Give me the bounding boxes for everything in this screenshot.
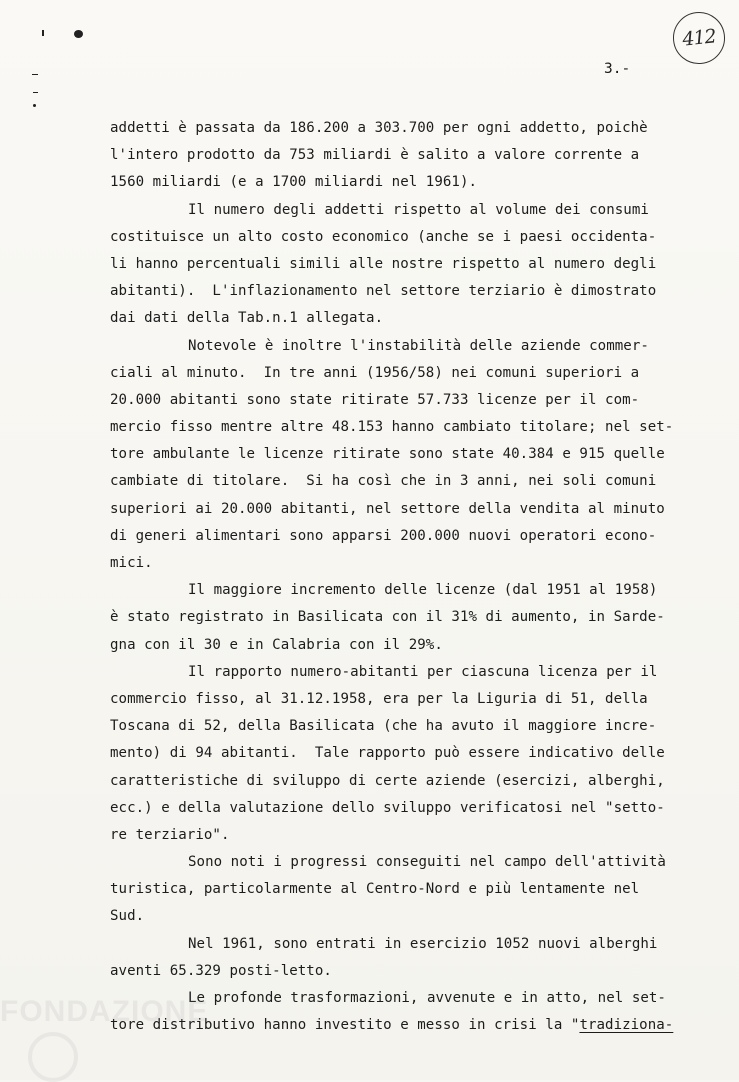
paragraph xyxy=(110,333,710,578)
text-line: di generi alimentari sono apparsi 200.000 nuovi operatori econo- xyxy=(110,527,657,544)
text-line: mici. xyxy=(110,555,153,571)
text-line: caratteristiche di sviluppo di certe aziende (esercizi, alberghi, xyxy=(110,772,665,789)
paragraph xyxy=(110,659,710,849)
paragraph xyxy=(110,577,710,659)
text-line: Notevole è inoltre l'instabilità delle aziende commer- xyxy=(188,337,649,354)
text-line: Il rapporto numero-abitanti per ciascuna licenza per il xyxy=(188,663,658,680)
text-line: Sono noti i progressi conseguiti nel campo dell'attività xyxy=(188,854,666,871)
text-line: turistica, particolarmente al Centro-Nord e più lentamente nel xyxy=(110,881,640,898)
punch-mark xyxy=(33,92,38,93)
text-line: 1560 miliardi (e a 1700 miliardi nel 1961). xyxy=(110,174,478,191)
text-line: Toscana di 52, della Basilicata (che ha avuto il maggiore incre- xyxy=(110,718,657,735)
text-line: Sud. xyxy=(110,908,145,925)
text-line: ecc.) e della valutazione dello sviluppo verificatosi nel "setto- xyxy=(110,799,665,816)
text-line: gna con il 30 e in Calabria con il 29%. xyxy=(110,636,443,653)
paragraph xyxy=(110,115,710,197)
text-line: aventi 65.329 posti-letto. xyxy=(110,962,332,979)
watermark-logo xyxy=(28,1032,78,1082)
text-line-start: tore distributivo hanno investito e messo in crisi la " xyxy=(110,1017,580,1034)
punch-mark xyxy=(42,30,44,36)
text-line: abitanti). L'inflazionamento nel settore terziario è dimostrato xyxy=(110,283,657,300)
handwritten-archive-number: 412 xyxy=(670,9,727,66)
text-line: Il numero degli addetti rispetto al volume dei consumi xyxy=(188,201,649,218)
text-line: Nel 1961, sono entrati in esercizio 1052 nuovi alberghi xyxy=(188,935,658,952)
text-line: Il maggiore incremento delle licenze (dal 1951 al 1958) xyxy=(188,582,658,599)
text-line: superiori ai 20.000 abitanti, nel settore della vendita al minuto xyxy=(110,500,665,517)
paragraph xyxy=(110,197,710,333)
underlined-word: tradiziona- xyxy=(579,1017,674,1034)
body-text xyxy=(110,115,710,1039)
paragraph xyxy=(110,849,710,931)
text-line: costituisce un alto costo economico (anche se i paesi occidenta- xyxy=(110,228,657,245)
text-line: l'intero prodotto da 753 miliardi è salito a valore corrente a xyxy=(110,147,640,164)
text-line: addetti è passata da 186.200 a 303.700 per ogni addetto, poichè xyxy=(110,120,648,136)
text-line: cambiate di titolare. Si ha così che in 3 anni, nei soli comuni xyxy=(110,473,657,490)
paragraph xyxy=(110,931,710,985)
text-line: tore ambulante le licenze ritirate sono state 40.384 e 915 quelle xyxy=(110,446,665,463)
text-line: 20.000 abitanti sono state ritirate 57.733 licenze per il com- xyxy=(110,391,640,408)
text-line: li hanno percentuali simili alle nostre rispetto al numero degli xyxy=(110,255,657,272)
punch-mark xyxy=(32,74,38,75)
text-line: commercio fisso, al 31.12.1958, era per la Liguria di 51, della xyxy=(110,690,648,707)
text-line: mento) di 94 abitanti. Tale rapporto può essere indicativo delle xyxy=(110,745,665,762)
punch-mark xyxy=(33,104,36,107)
page-number: 3.- xyxy=(604,61,631,77)
text-line: dai dati della Tab.n.1 allegata. xyxy=(110,310,384,327)
text-line: ciali al minuto. In tre anni (1956/58) nei comuni superiori a xyxy=(110,364,640,381)
watermark: FONDAZIONE xyxy=(0,995,209,1028)
text-line: mercio fisso mentre altre 48.153 hanno cambiato titolare; nel set- xyxy=(110,419,674,436)
punch-mark xyxy=(74,30,83,38)
text-line: Le profonde trasformazioni, avvenute e in atto, nel set- xyxy=(188,990,666,1006)
text-line: è stato registrato in Basilicata con il 31% di aumento, in Sarde- xyxy=(110,609,665,626)
text-line: re terziario". xyxy=(110,826,230,843)
